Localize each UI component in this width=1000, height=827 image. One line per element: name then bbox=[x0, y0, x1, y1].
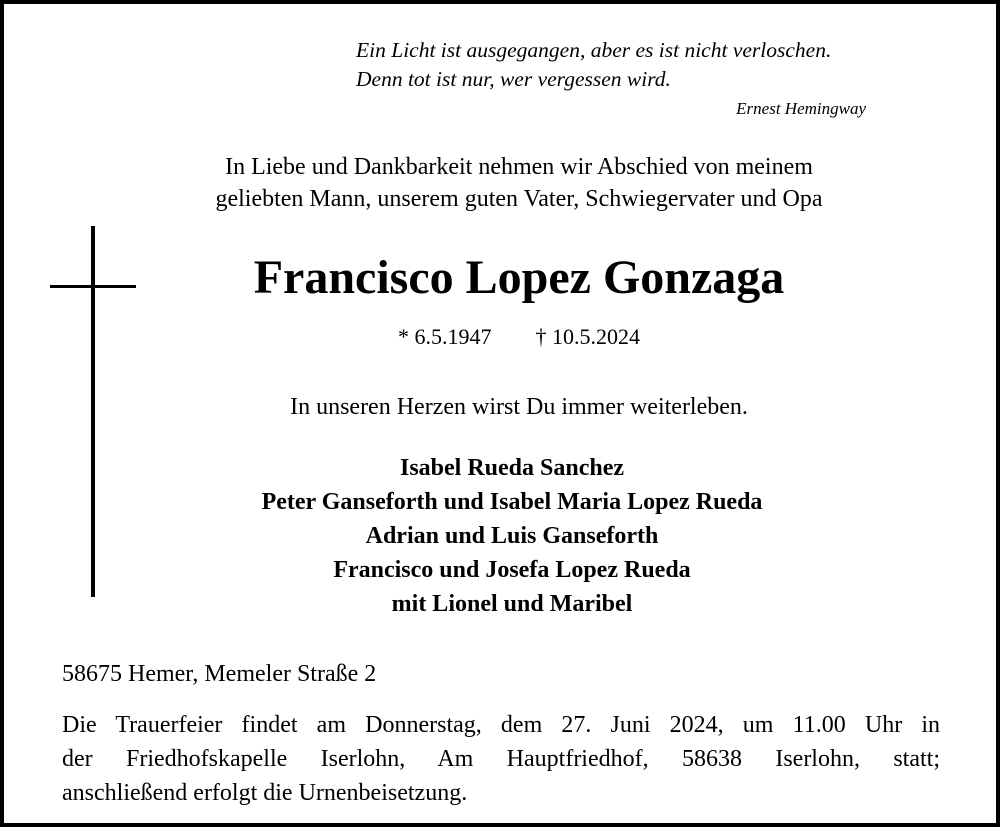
death-date: † 10.5.2024 bbox=[535, 324, 640, 349]
life-dates bbox=[4, 324, 1000, 350]
quote bbox=[356, 36, 831, 94]
quote-line: Denn tot ist nur, wer vergessen wird. bbox=[356, 67, 671, 91]
mourner-line: Adrian und Luis Ganseforth bbox=[365, 523, 659, 549]
mourner-line: Isabel Rueda Sanchez bbox=[399, 455, 625, 481]
intro-line: geliebten Mann, unserem guten Vater, Schwiegervater und Opa bbox=[215, 186, 823, 212]
mourner-line: mit Lionel und Maribel bbox=[391, 591, 633, 617]
deceased-name: Francisco Lopez Gonzaga bbox=[253, 251, 785, 304]
quote-line: Ein Licht ist ausgegangen, aber es ist nicht verloschen. bbox=[356, 38, 832, 62]
service-info bbox=[62, 708, 940, 810]
intro-text bbox=[4, 151, 1000, 215]
mourner-line: Francisco und Josefa Lopez Rueda bbox=[333, 557, 691, 583]
intro-line: In Liebe und Dankbarkeit nehmen wir Abschied von meinem bbox=[225, 154, 813, 180]
service-line: Die Trauerfeier findet am Donnerstag, dem 27. Juni 2024, um 11.00 Uhr in bbox=[62, 712, 940, 738]
mourners-list bbox=[4, 451, 1000, 621]
family-address: 58675 Hemer, Memeler Straße 2 bbox=[62, 661, 377, 687]
service-line: der Friedhofskapelle Iserlohn, Am Hauptfriedhof, 58638 Iserlohn, statt; bbox=[62, 746, 940, 772]
mourner-line: Peter Ganseforth und Isabel Maria Lopez Rueda bbox=[261, 489, 763, 515]
motto: In unseren Herzen wirst Du immer weiterleben. bbox=[290, 394, 748, 420]
birth-date: * 6.5.1947 bbox=[398, 324, 492, 349]
service-line: anschließend erfolgt die Urnenbeisetzung. bbox=[62, 780, 468, 806]
quote-author: Ernest Hemingway bbox=[736, 99, 866, 118]
